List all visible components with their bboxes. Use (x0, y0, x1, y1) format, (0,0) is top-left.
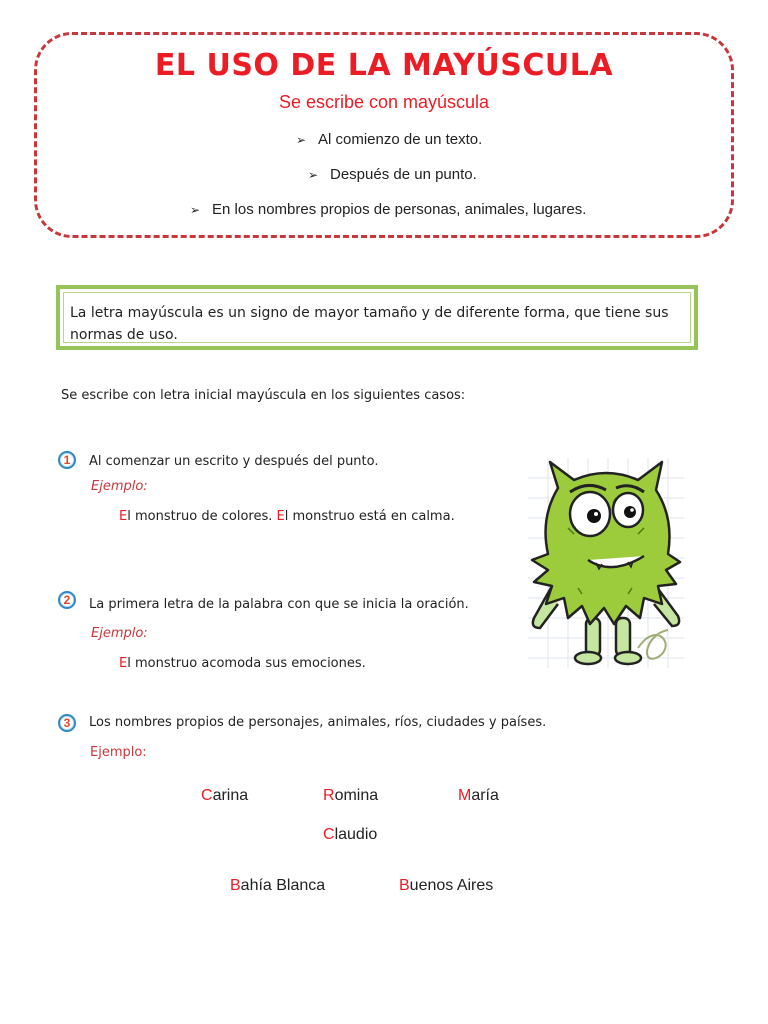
name-rest: omina (334, 787, 379, 804)
green-monster-illustration (528, 458, 684, 668)
name-rest: ahía Blanca (240, 877, 326, 894)
example-label: Ejemplo: (91, 479, 148, 494)
proper-name (323, 826, 377, 844)
capital-letter: R (323, 787, 335, 804)
page-title: EL USO DE LA MAYÚSCULA (154, 48, 614, 83)
arrow-bullet-icon: ➢ (190, 203, 201, 217)
arrow-bullet-icon: ➢ (296, 133, 307, 147)
capital-letter: E (119, 509, 128, 524)
rule-item (308, 166, 477, 183)
case-text: Los nombres propios de personajes, animales, ríos, ciudades y países. (89, 715, 547, 730)
proper-name (201, 787, 248, 805)
example-sentence (119, 656, 366, 671)
name-rest: arina (212, 787, 249, 804)
name-rest: aría (471, 787, 499, 804)
capital-letter: B (230, 877, 241, 894)
rule-text: En los nombres propios de personas, animales, lugares. (212, 201, 587, 218)
capital-letter: M (458, 787, 472, 804)
example-label: Ejemplo: (90, 745, 147, 760)
sentence-rest: l monstruo está en calma. (284, 509, 455, 524)
case-text: Al comenzar un escrito y después del punto. (89, 454, 379, 469)
capital-letter: E (276, 509, 285, 524)
page-subtitle: Se escribe con mayúscula (278, 92, 490, 112)
example-sentence (119, 509, 455, 524)
rule-text: Al comienzo de un texto. (318, 131, 483, 148)
capital-letter: C (323, 826, 335, 843)
rule-item (296, 131, 482, 148)
number-badge-icon: 3 (58, 714, 76, 732)
proper-name (458, 787, 499, 805)
sentence-rest: l monstruo acomoda sus emociones. (127, 656, 366, 671)
rule-text: Después de un punto. (330, 166, 477, 183)
name-rest: laudio (334, 826, 378, 843)
name-rest: uenos Aires (409, 877, 494, 894)
proper-name (323, 787, 378, 805)
number-badge-icon: 1 (58, 451, 76, 469)
example-label: Ejemplo: (91, 626, 148, 641)
intro-text: Se escribe con letra inicial mayúscula en los siguientes casos: (61, 388, 466, 403)
definition-text: La letra mayúscula es un signo de mayor tamaño y de diferente forma, que tiene sus normas de uso. (70, 305, 669, 343)
number-badge-icon: 2 (58, 591, 76, 609)
capital-letter: E (119, 656, 128, 671)
capital-letter: B (399, 877, 410, 894)
sentence-rest: l monstruo de colores. (127, 509, 277, 524)
capital-letter: C (201, 787, 213, 804)
arrow-bullet-icon: ➢ (308, 168, 319, 182)
case-text: La primera letra de la palabra con que se inicia la oración. (89, 597, 469, 612)
rule-item (190, 201, 586, 218)
proper-name (230, 877, 325, 895)
monster-svg (528, 458, 684, 668)
proper-name (399, 877, 493, 895)
